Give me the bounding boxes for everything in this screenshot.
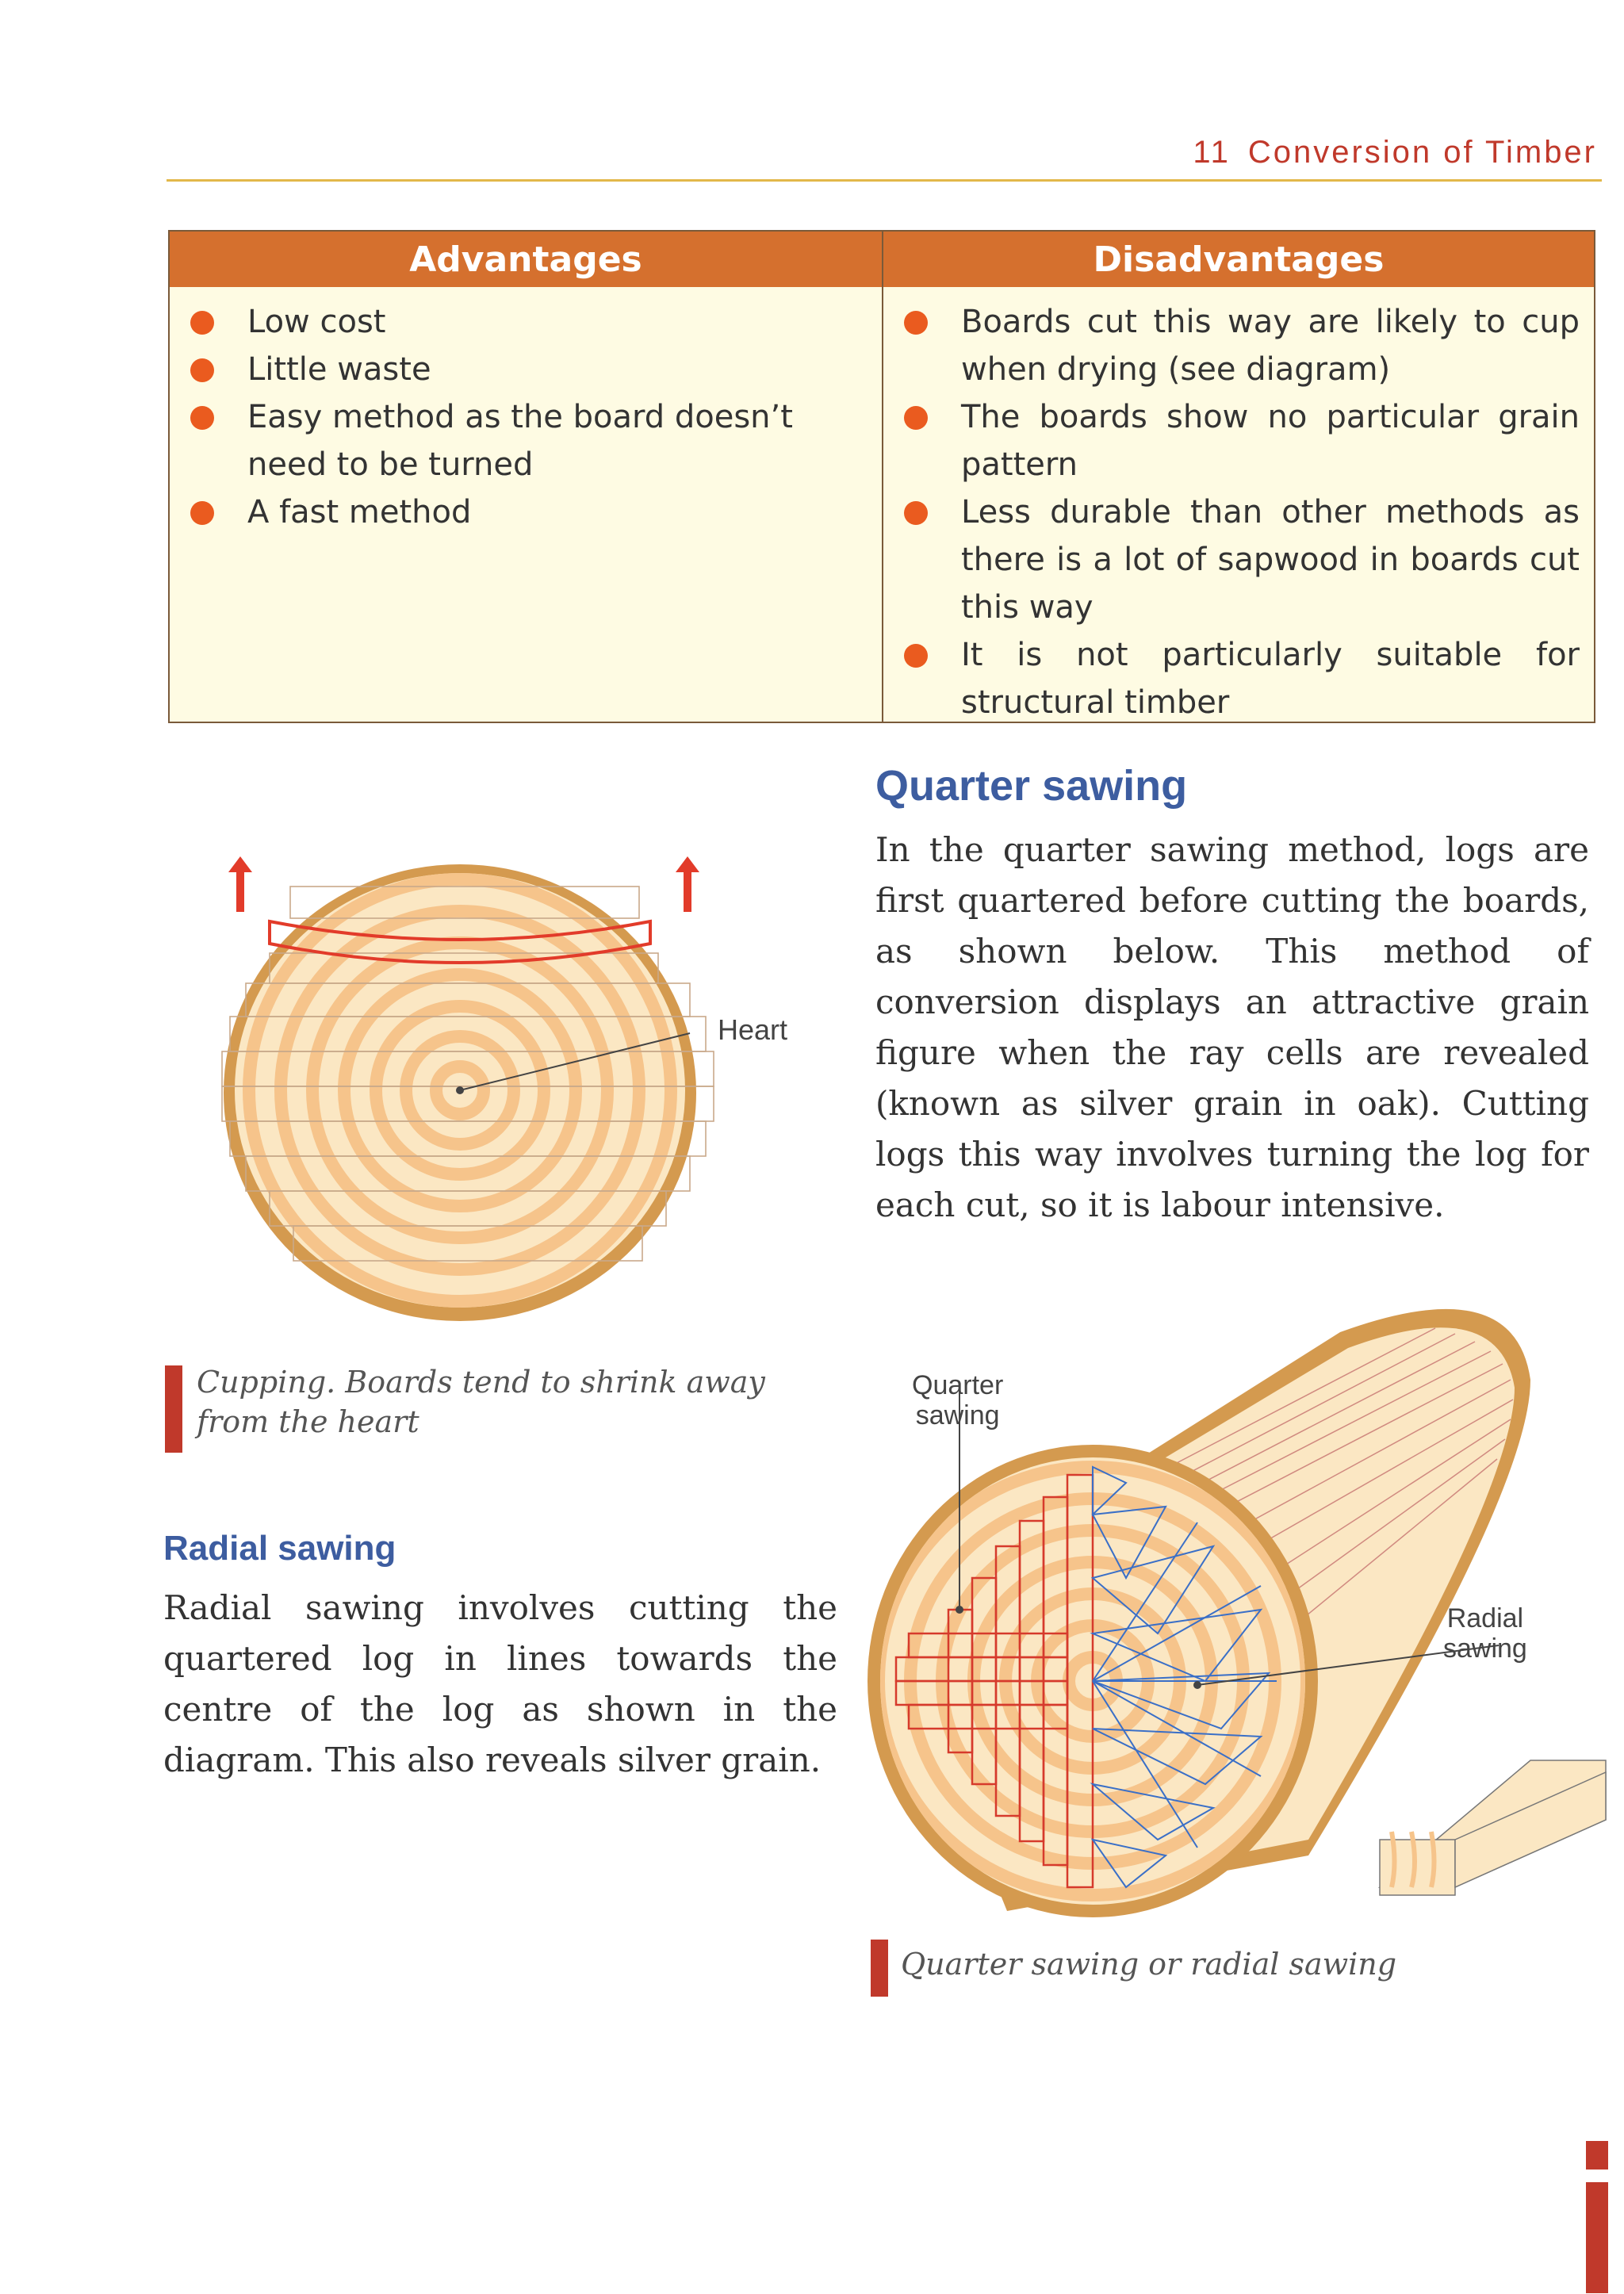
list-item xyxy=(898,393,1580,488)
list-item xyxy=(184,488,868,536)
caption-bar xyxy=(871,1940,888,1997)
advantages-heading: Advantages xyxy=(170,232,882,287)
advantage-text: A fast method xyxy=(247,494,472,530)
chapter-tab-marker xyxy=(1586,2141,1608,2170)
quarter-sawing-body: In the quarter sawing method, logs are first quartered before cutting the boards, as shown below. This method of conversion displays an attractive grain figure when the ray cells are revealed (known as silver grain in oak). Cutting logs this way involves turning the log for each cut, so it is labour intensive. xyxy=(875,830,1589,1224)
list-item xyxy=(898,298,1580,393)
bullet-icon xyxy=(190,358,214,382)
bullet-icon xyxy=(190,501,214,525)
bullet-icon xyxy=(904,501,928,525)
advantage-text: Little waste xyxy=(247,351,431,388)
disadvantage-text: The boards show no particular grain pattern xyxy=(961,399,1580,483)
advantages-list xyxy=(170,287,882,536)
disadvantage-text: Boards cut this way are likely to cup when drying (see diagram) xyxy=(961,304,1580,388)
radial-label-line1: Radial xyxy=(1446,1603,1524,1633)
list-item xyxy=(184,393,868,488)
quarter-label-line2: sawing xyxy=(915,1400,1000,1430)
bullet-icon xyxy=(904,311,928,335)
heart-dot xyxy=(456,1086,464,1094)
disadvantages-list xyxy=(883,287,1594,726)
list-item xyxy=(898,488,1580,631)
radial-sawing-label xyxy=(1443,1603,1527,1664)
arrow-up-icon xyxy=(228,856,252,912)
running-head xyxy=(1193,135,1597,170)
disadvantages-heading: Disadvantages xyxy=(883,232,1594,287)
quarter-sawing-label xyxy=(912,1370,1003,1430)
chapter-tab xyxy=(1586,2182,1608,2293)
arrow-up-icon xyxy=(676,856,699,912)
header-rule xyxy=(167,179,1602,182)
bullet-icon xyxy=(190,311,214,335)
disadvantage-text: Less durable than other methods as there is a lot of sapwood in boards cut this way xyxy=(961,494,1580,626)
radial-sawing-heading: Radial sawing xyxy=(163,1529,396,1568)
bullet-icon xyxy=(904,406,928,430)
chapter-title: Conversion of Timber xyxy=(1247,135,1597,170)
advantage-text: Easy method as the board doesn’t need to be turned xyxy=(247,399,793,483)
list-item xyxy=(898,631,1580,726)
advantages-disadvantages-table xyxy=(168,230,1595,723)
radial-sawing-body: Radial sawing involves cutting the quartered log in lines towards the centre of the log as shown in the diagram. This also reveals silver grain. xyxy=(163,1588,837,1779)
cupping-caption: Cupping. Boards tend to shrink away from the heart xyxy=(197,1365,765,1439)
log-caption: Quarter sawing or radial sawing xyxy=(901,1947,1397,1982)
advantages-column xyxy=(170,232,882,722)
cupping-log-diagram xyxy=(214,856,788,1332)
quarter-label-line1: Quarter xyxy=(912,1370,1004,1400)
advantage-text: Low cost xyxy=(247,304,386,340)
list-item xyxy=(184,298,868,346)
heart-label: Heart xyxy=(718,1013,788,1046)
caption-bar xyxy=(165,1365,182,1453)
disadvantage-text: It is not particularly suitable for structural timber xyxy=(961,637,1580,721)
radial-leader-dot xyxy=(1193,1681,1201,1689)
quarter-leader-dot xyxy=(956,1606,963,1614)
bullet-icon xyxy=(904,644,928,668)
list-item xyxy=(184,346,868,393)
bullet-icon xyxy=(190,406,214,430)
quarter-sawing-heading: Quarter sawing xyxy=(875,762,1188,810)
chapter-number: 11 xyxy=(1193,135,1231,170)
radial-label-line2: sawing xyxy=(1443,1633,1527,1664)
disadvantages-column xyxy=(882,232,1594,722)
plank xyxy=(1380,1760,1606,1895)
